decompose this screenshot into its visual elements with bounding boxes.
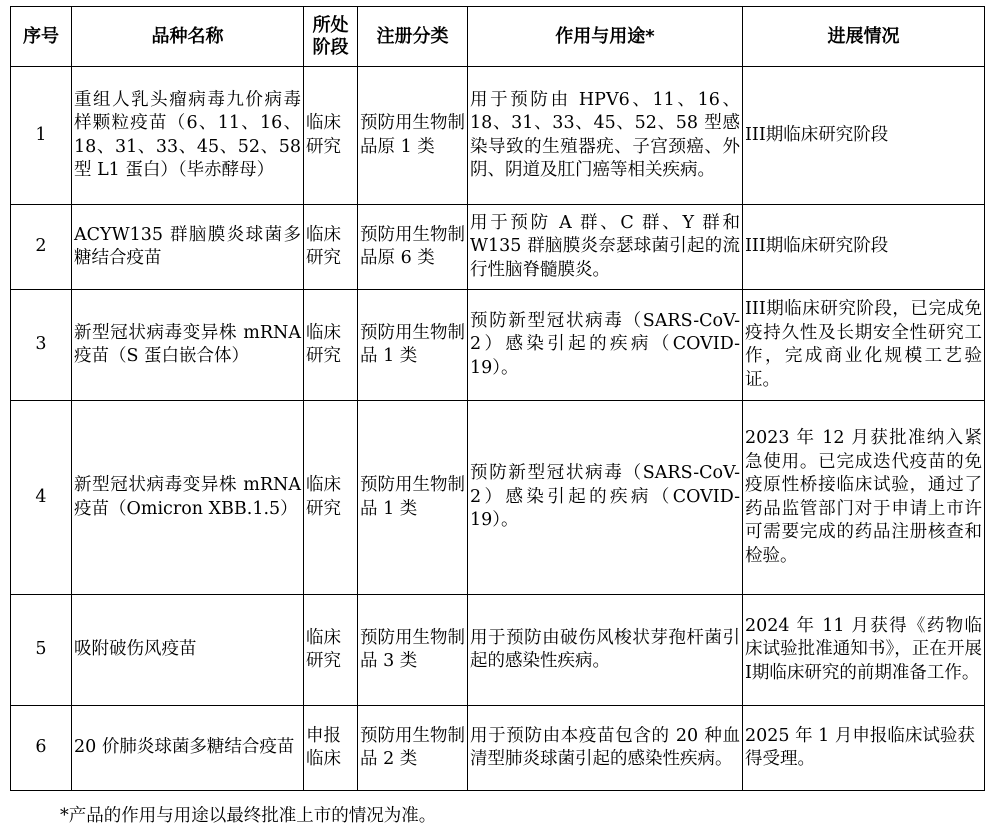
cell-category: 预防用生物制品 1 类 bbox=[358, 290, 468, 401]
cell-progress: III期临床研究阶段 bbox=[743, 67, 985, 205]
cell-index: 5 bbox=[11, 595, 72, 706]
header-progress: 进展情况 bbox=[743, 7, 985, 67]
cell-progress: 2025 年 1 月申报临床试验获得受理。 bbox=[743, 706, 985, 791]
cell-category: 预防用生物制品原 1 类 bbox=[358, 67, 468, 205]
header-category: 注册分类 bbox=[358, 7, 468, 67]
cell-stage: 临床研究 bbox=[304, 67, 358, 205]
header-name: 品种名称 bbox=[72, 7, 304, 67]
cell-usage: 用于预防由本疫苗包含的 20 种血清型肺炎球菌引起的感染性疾病。 bbox=[468, 706, 743, 791]
cell-category: 预防用生物制品 2 类 bbox=[358, 706, 468, 791]
cell-progress: III期临床研究阶段 bbox=[743, 205, 985, 290]
cell-name: 新型冠状病毒变异株 mRNA 疫苗（Omicron XBB.1.5） bbox=[72, 401, 304, 595]
cell-stage: 申报临床 bbox=[304, 706, 358, 791]
table-row bbox=[11, 205, 985, 290]
cell-stage: 临床研究 bbox=[304, 205, 358, 290]
header-stage: 所处阶段 bbox=[304, 7, 358, 67]
cell-usage: 预防新型冠状病毒（SARS-CoV-2）感染引起的疾病（COVID-19）。 bbox=[468, 401, 743, 595]
cell-index: 1 bbox=[11, 67, 72, 205]
table-row bbox=[11, 67, 985, 205]
cell-name: ACYW135 群脑膜炎球菌多糖结合疫苗 bbox=[72, 205, 304, 290]
cell-name: 新型冠状病毒变异株 mRNA 疫苗（S 蛋白嵌合体） bbox=[72, 290, 304, 401]
header-usage: 作用与用途* bbox=[468, 7, 743, 67]
cell-index: 4 bbox=[11, 401, 72, 595]
header-row bbox=[11, 7, 985, 67]
cell-usage: 预防新型冠状病毒（SARS-CoV-2）感染引起的疾病（COVID-19）。 bbox=[468, 290, 743, 401]
table-row bbox=[11, 401, 985, 595]
cell-stage: 临床研究 bbox=[304, 401, 358, 595]
cell-usage: 用于预防由破伤风梭状芽孢杆菌引起的感染性疾病。 bbox=[468, 595, 743, 706]
header-index: 序号 bbox=[11, 7, 72, 67]
cell-category: 预防用生物制品原 6 类 bbox=[358, 205, 468, 290]
cell-category: 预防用生物制品 3 类 bbox=[358, 595, 468, 706]
table-row bbox=[11, 290, 985, 401]
table-row bbox=[11, 595, 985, 706]
table-row bbox=[11, 706, 985, 791]
cell-name: 重组人乳头瘤病毒九价病毒样颗粒疫苗（6、11、16、18、31、33、45、52、58 型 L1 蛋白）（毕赤酵母） bbox=[72, 67, 304, 205]
cell-category: 预防用生物制品 1 类 bbox=[358, 401, 468, 595]
vaccine-pipeline-table bbox=[10, 6, 985, 791]
cell-name: 吸附破伤风疫苗 bbox=[72, 595, 304, 706]
cell-index: 2 bbox=[11, 205, 72, 290]
cell-stage: 临床研究 bbox=[304, 290, 358, 401]
cell-index: 3 bbox=[11, 290, 72, 401]
cell-index: 6 bbox=[11, 706, 72, 791]
cell-progress: 2024 年 11 月获得《药物临床试验批准通知书》，正在开展I期临床研究的前期准备工作。 bbox=[743, 595, 985, 706]
cell-usage: 用于预防 A 群、C 群、Y 群和 W135 群脑膜炎奈瑟球菌引起的流行性脑脊髓膜炎。 bbox=[468, 205, 743, 290]
cell-progress: III期临床研究阶段，已完成免疫持久性及长期安全性研究工作，完成商业化规模工艺验证。 bbox=[743, 290, 985, 401]
cell-name: 20 价肺炎球菌多糖结合疫苗 bbox=[72, 706, 304, 791]
footnote: *产品的作用与用途以最终批准上市的情况为准。 bbox=[60, 806, 437, 826]
cell-stage: 临床研究 bbox=[304, 595, 358, 706]
cell-usage: 用于预防由 HPV6、11、16、18、31、33、45、52、58 型感染导致的生殖器疣、子宫颈癌、外阴、阴道及肛门癌等相关疾病。 bbox=[468, 67, 743, 205]
cell-progress: 2023 年 12 月获批准纳入紧急使用。已完成迭代疫苗的免疫原性桥接临床试验，通过了药品监管部门对于申请上市许可需要完成的药品注册核查和检验。 bbox=[743, 401, 985, 595]
